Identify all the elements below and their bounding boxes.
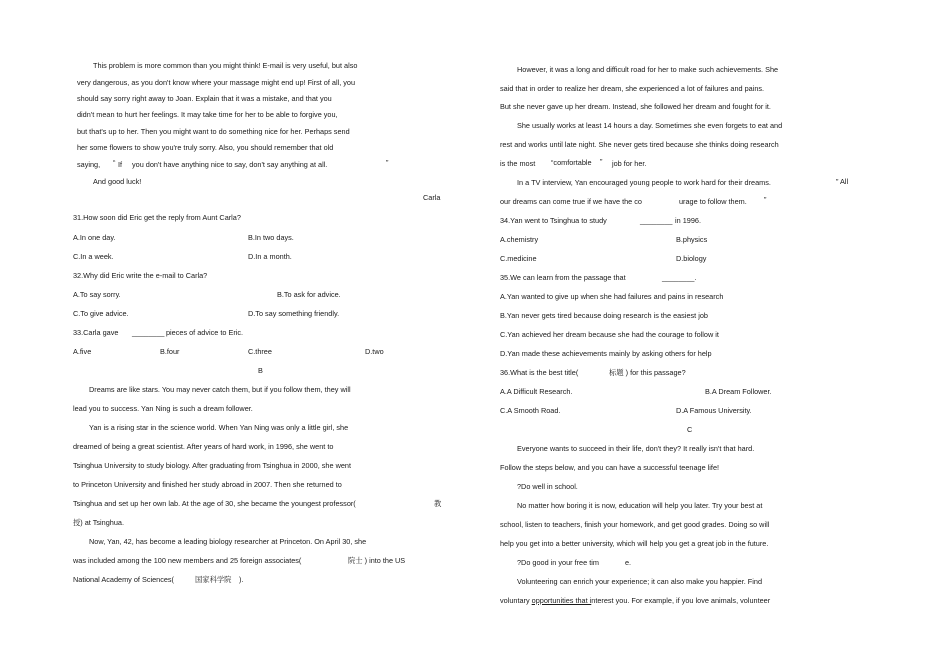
q31-option-c: C.In a week. — [73, 252, 114, 261]
b-paragraph-line: Tsinghua and set up her own lab. At the age of 30, she became the youngest professor( — [73, 499, 356, 508]
q35-option-c: C.Yan achieved her dream because she had the courage to follow it — [500, 330, 719, 339]
q36-option-b: B.A Dream Follower. — [705, 387, 772, 396]
q32-option-a: A.To say sorry. — [73, 290, 121, 299]
b-paragraph-line: said that in order to realize her dream, she experienced a lot of failures and pains. — [500, 84, 765, 93]
q34-option-b: B.physics — [676, 235, 708, 244]
signature: Carla — [423, 193, 441, 202]
q32-option-c: C.To give advice. — [73, 309, 129, 318]
q34-option-c: C.medicine — [500, 254, 537, 263]
b-paragraph-line: ” — [764, 195, 767, 204]
b-paragraph-line: Yan is a rising star in the science world. When Yan Ning was only a little girl, she — [89, 423, 349, 432]
good-luck: And good luck! — [93, 177, 142, 186]
c-paragraph-line: Follow the steps below, and you can have a successful teenage life! — [500, 463, 720, 472]
c-underlined-text: opportunities that i — [531, 596, 592, 605]
b-paragraph-line: However, it was a long and difficult road for her to make such achievements. She — [517, 65, 779, 74]
question-36-suffix: 标题 ) for this passage? — [609, 368, 686, 377]
saying-body: you don't have anything nice to say, don't say anything at all. — [132, 160, 328, 169]
b-paragraph-line: urage to follow them. — [679, 197, 747, 206]
question-34-prefix: 34.Yan went to Tsinghua to study — [500, 216, 607, 225]
c-paragraph-line — [500, 596, 770, 605]
letter-paragraph-line: very dangerous, as you don't know where your massage might end up! First of all, you — [77, 78, 356, 87]
c-paragraph-line: Volunteering can enrich your experience; it can also make you happier. Find — [517, 577, 762, 586]
question-33-prefix: 33.Carla gave — [73, 328, 119, 337]
q32-option-b: B.To ask for advice. — [277, 290, 341, 299]
question-31: 31.How soon did Eric get the reply from Aunt Carla? — [73, 213, 241, 222]
c-step-heading: e. — [625, 558, 632, 567]
q33-option-d: D.two — [365, 347, 384, 356]
b-paragraph-line: ). — [239, 575, 244, 584]
q33-option-a: A.five — [73, 347, 92, 356]
q36-option-a: A.A Difficult Research. — [500, 387, 573, 396]
c-paragraph-line: school, listen to teachers, finish your homework, and get good grades. Doing so will — [500, 520, 770, 529]
c-text: voluntary — [500, 596, 532, 605]
b-paragraph-line: In a TV interview, Yan encouraged young people to work hard for their dreams. — [517, 178, 771, 187]
b-paragraph-line: She usually works at least 14 hours a day. Sometimes she even forgets to eat and — [517, 121, 783, 130]
q36-option-c: C.A Smooth Road. — [500, 406, 561, 415]
b-paragraph-cn: 国家科学院 — [195, 575, 232, 584]
b-paragraph-line: ” All — [836, 177, 849, 186]
letter-paragraph-line: didn't mean to hurt her feelings. It may take time for her to be able to forgive you, — [77, 110, 338, 119]
q32-option-d: D.To say something friendly. — [248, 309, 340, 318]
b-paragraph-line: rest and works until late night. She never gets tired because she thinks doing research — [500, 140, 779, 149]
b-paragraph-line: Now, Yan, 42, has become a leading biology researcher at Princeton. On April 30, she — [89, 537, 367, 546]
q34-option-d: D.biology — [676, 254, 707, 263]
c-paragraph-line: Everyone wants to succeed in their life, don't they? It really isn't that hard. — [517, 444, 755, 453]
b-paragraph-cn: 教 — [434, 499, 442, 508]
b-paragraph-line: 授) at Tsinghua. — [73, 518, 124, 527]
letter-paragraph-line: This problem is more common than you might think! E-mail is very useful, but also — [93, 61, 358, 70]
saying-open-quote: “ — [113, 158, 116, 167]
question-34-blank: ________ — [640, 216, 673, 225]
question-35-prefix: 35.We can learn from the passage that — [500, 273, 626, 282]
c-paragraph-line: help you get into a better university, which will help you get a great job in the future. — [500, 539, 769, 548]
letter-paragraph-line: should say sorry right away to Joan. Explain that it was a mistake, and that you — [77, 94, 332, 103]
question-32: 32.Why did Eric write the e-mail to Carla? — [73, 271, 208, 280]
b-paragraph-line: job for her. — [612, 159, 647, 168]
letter-paragraph-line: but that's up to her. Then you might want to do something nice for her. Perhaps send — [77, 127, 350, 136]
q31-option-a: A.In one day. — [73, 233, 116, 242]
b-paragraph-line: “comfortable — [551, 158, 592, 167]
b-paragraph-line: National Academy of Sciences( — [73, 575, 174, 584]
b-paragraph-line: is the most — [500, 159, 536, 168]
c-step-heading: ?Do good in your free tim — [517, 558, 599, 567]
q34-option-a: A.chemistry — [500, 235, 539, 244]
question-33-blank: ________ — [132, 328, 165, 337]
question-33-suffix: pieces of advice to Eric. — [166, 328, 244, 337]
b-paragraph-line: dreamed of being a great scientist. After years of hard work, in 1996, she went to — [73, 442, 334, 451]
b-paragraph-line: lead you to success. Yan Ning is such a dream follower. — [73, 404, 253, 413]
saying-close-quote: ” — [386, 158, 389, 167]
q33-option-b: B.four — [160, 347, 180, 356]
question-35-blank: ________. — [662, 273, 697, 282]
q35-option-a: A.Yan wanted to give up when she had failures and pains in research — [500, 292, 724, 301]
question-36-prefix: 36.What is the best title( — [500, 368, 579, 377]
q31-option-d: D.In a month. — [248, 252, 292, 261]
b-paragraph-line: our dreams can come true if we have the co — [500, 197, 642, 206]
section-b-heading: B — [258, 366, 263, 375]
b-paragraph-line: Dreams are like stars. You may never catch them, but if you follow them, they will — [89, 385, 351, 394]
letter-paragraph-line: her some flowers to show you're truly sorry. Also, you should remember that old — [77, 143, 334, 152]
saying-prefix: saying, — [77, 160, 101, 169]
b-paragraph-line: was included among the 100 new members and 25 foreign associates( — [73, 556, 302, 565]
b-paragraph-line: ” — [600, 157, 603, 166]
b-paragraph-line: Tsinghua University to study biology. After graduating from Tsinghua in 2000, she went — [73, 461, 351, 470]
b-paragraph-line: But she never gave up her dream. Instead, she followed her dream and fought for it. — [500, 102, 771, 111]
b-paragraph-line: to Princeton University and finished her study abroad in 2007. Then she returned to — [73, 480, 342, 489]
c-text: nterest you. For example, if you love animals, volunteer — [591, 596, 771, 605]
question-34-suffix: in 1996. — [675, 216, 701, 225]
q35-option-b: B.Yan never gets tired because doing research is the easiest job — [500, 311, 708, 320]
section-c-heading: C — [687, 425, 693, 434]
q33-option-c: C.three — [248, 347, 272, 356]
q36-option-d: D.A Famous University. — [676, 406, 752, 415]
c-step-heading: ?Do well in school. — [517, 482, 578, 491]
q35-option-d: D.Yan made these achievements mainly by asking others for help — [500, 349, 712, 358]
saying-if: If — [118, 160, 123, 169]
q31-option-b: B.In two days. — [248, 233, 294, 242]
b-paragraph-line: 院士 ) into the US — [348, 556, 406, 565]
c-paragraph-line: No matter how boring it is now, education will help you later. Try your best at — [517, 501, 763, 510]
